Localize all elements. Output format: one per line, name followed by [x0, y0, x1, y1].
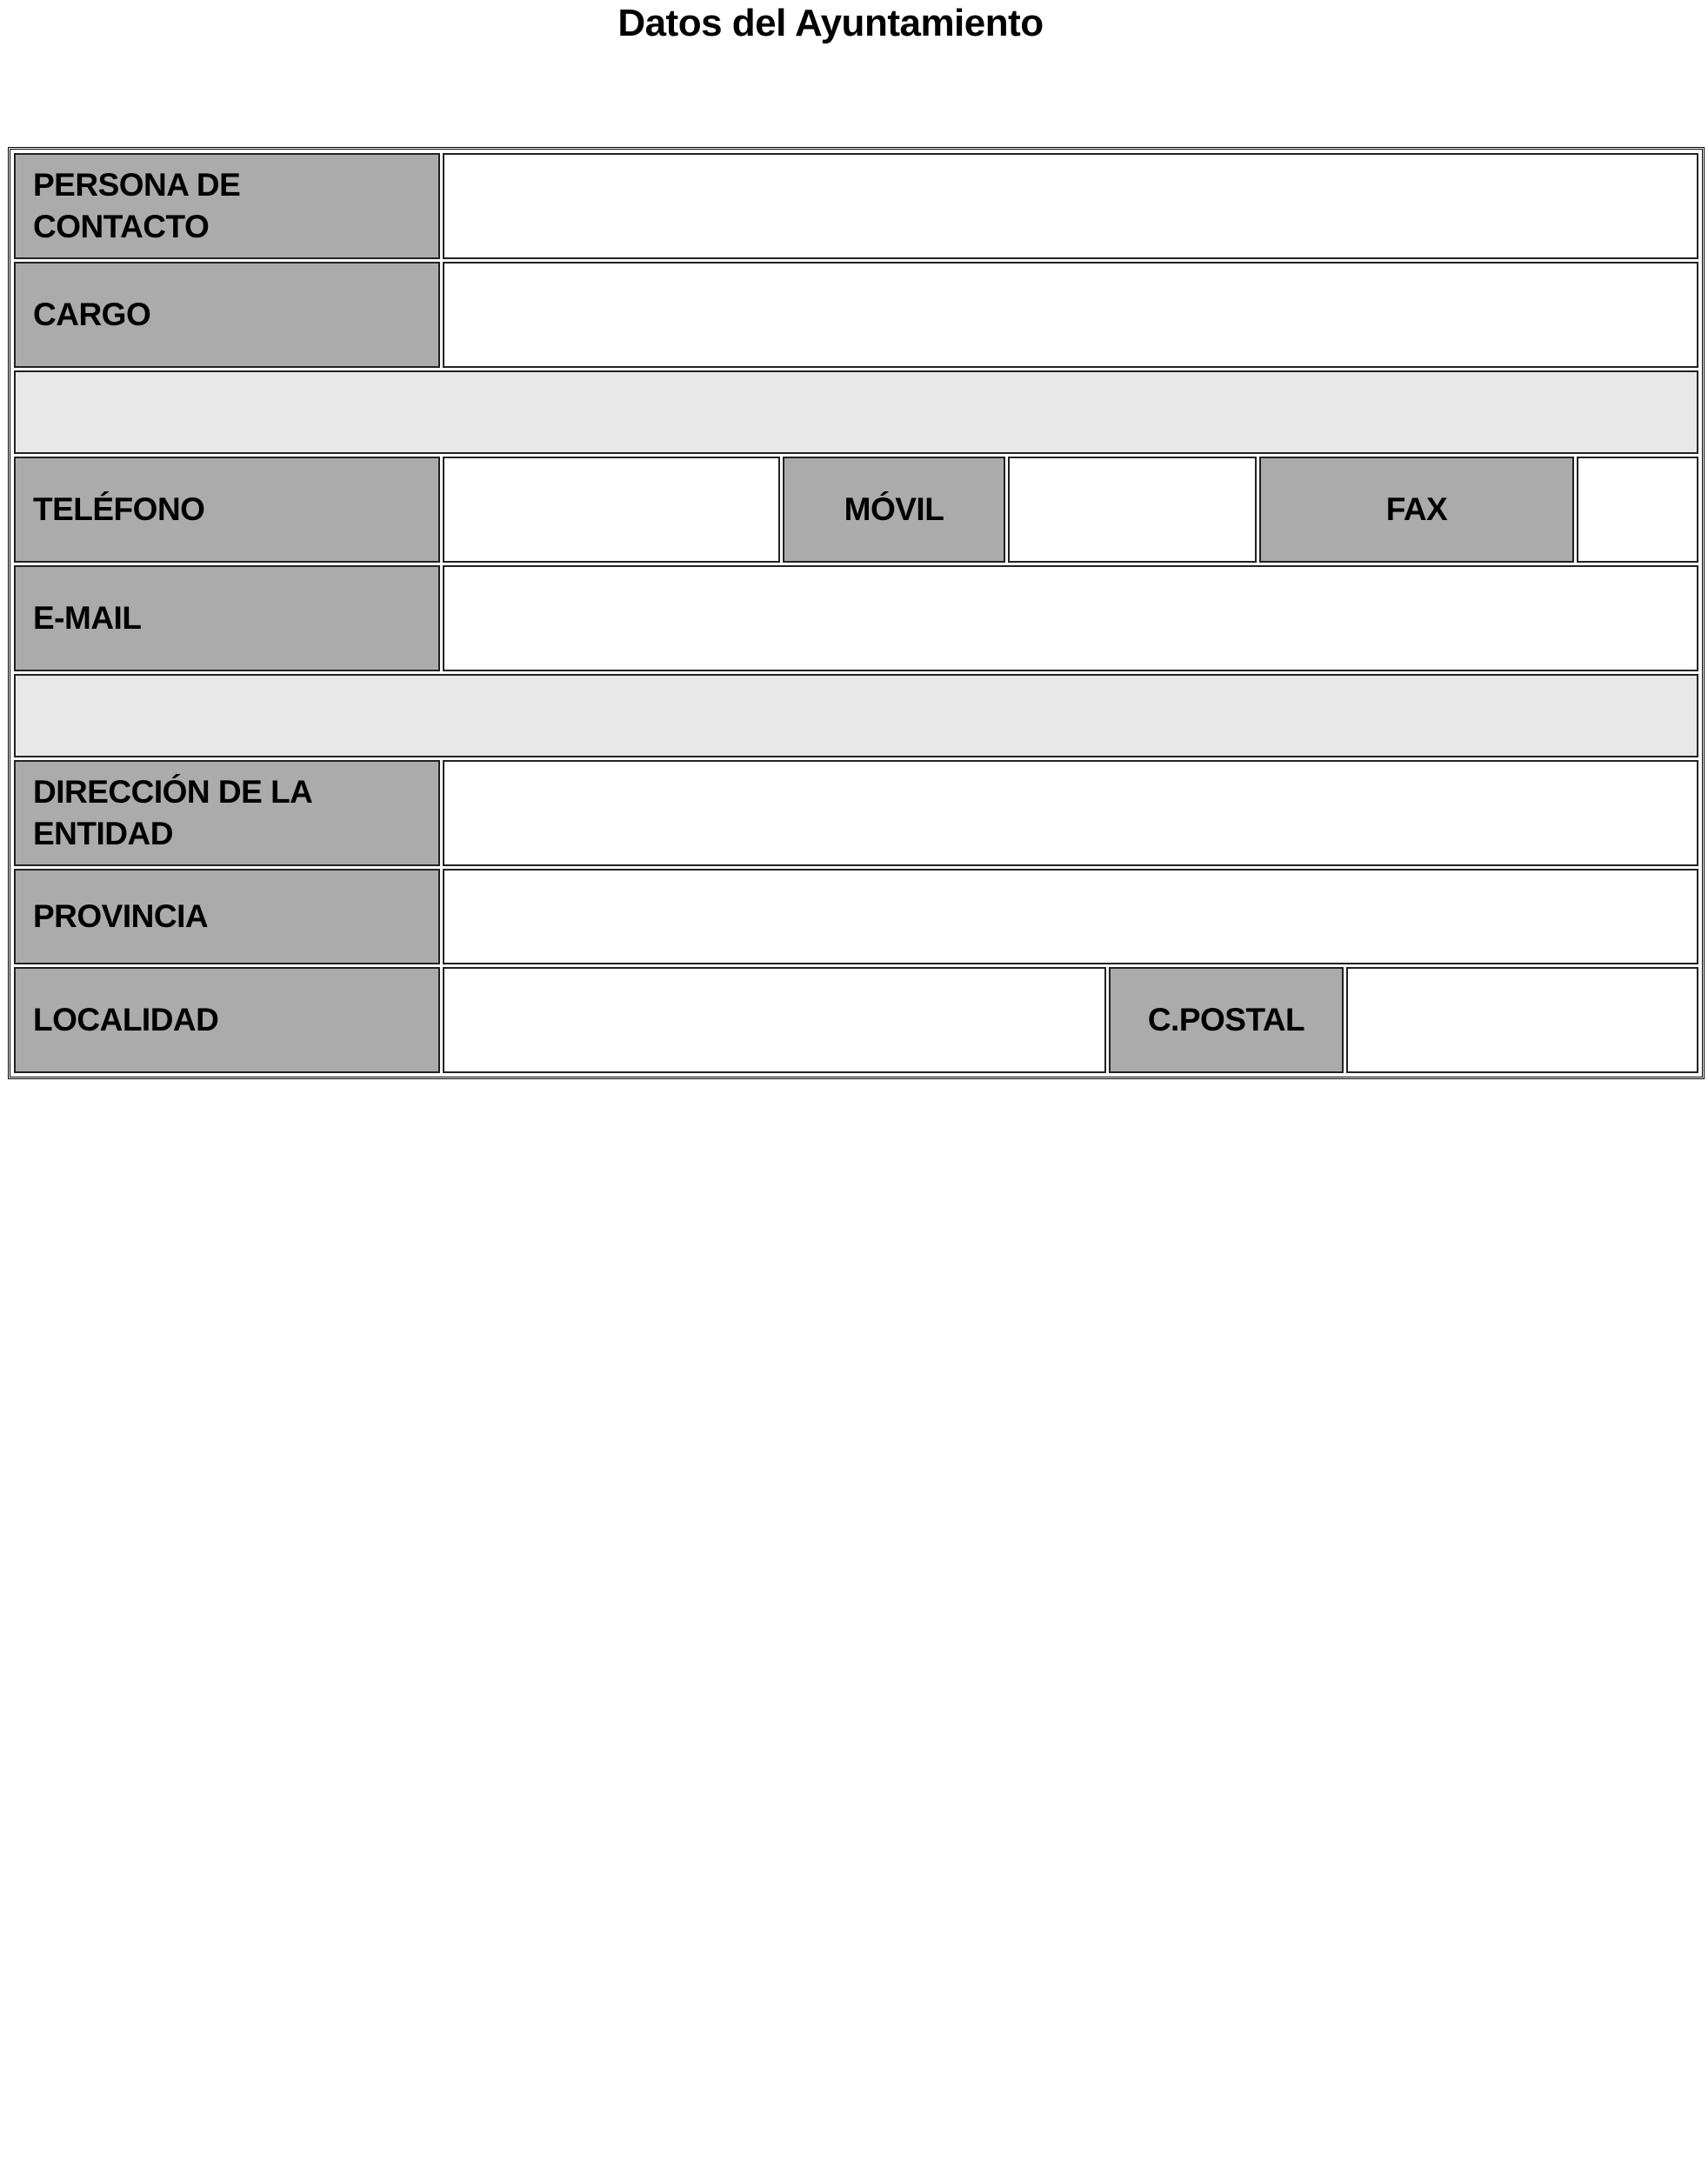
email-label: E-MAIL: [14, 565, 440, 671]
row-address: [14, 760, 1698, 866]
fax-label: FAX: [1259, 457, 1574, 563]
locality-field[interactable]: [443, 967, 1106, 1073]
contact-person-field[interactable]: [443, 153, 1698, 259]
mobile-label: MÓVIL: [783, 457, 1005, 563]
section-separator: [14, 674, 1698, 757]
row-separator: [14, 674, 1698, 757]
row-locality: [14, 967, 1698, 1073]
position-field[interactable]: [443, 262, 1698, 368]
locality-label: LOCALIDAD: [14, 967, 440, 1073]
province-label: PROVINCIA: [14, 869, 440, 964]
position-label: CARGO: [14, 262, 440, 368]
municipality-data-form: [8, 147, 1705, 1079]
province-field[interactable]: [443, 869, 1698, 964]
row-email: [14, 565, 1698, 671]
phone-field[interactable]: [443, 457, 780, 563]
row-province: [14, 869, 1698, 964]
row-phones: [14, 457, 1698, 563]
fax-field[interactable]: [1577, 457, 1698, 563]
address-field[interactable]: [443, 760, 1698, 866]
page-title: Datos del Ayuntamiento: [617, 2, 1044, 44]
row-contact-person: [14, 153, 1698, 259]
row-position: [14, 262, 1698, 368]
contact-person-label: PERSONA DE CONTACTO: [14, 153, 440, 259]
postal-code-field[interactable]: [1346, 967, 1698, 1073]
section-separator: [14, 370, 1698, 454]
row-separator: [14, 370, 1698, 454]
address-label: DIRECCIÓN DE LA ENTIDAD: [14, 760, 440, 866]
mobile-field[interactable]: [1008, 457, 1257, 563]
email-field[interactable]: [443, 565, 1698, 671]
postal-code-label: C.POSTAL: [1109, 967, 1344, 1073]
phone-label: TELÉFONO: [14, 457, 440, 563]
